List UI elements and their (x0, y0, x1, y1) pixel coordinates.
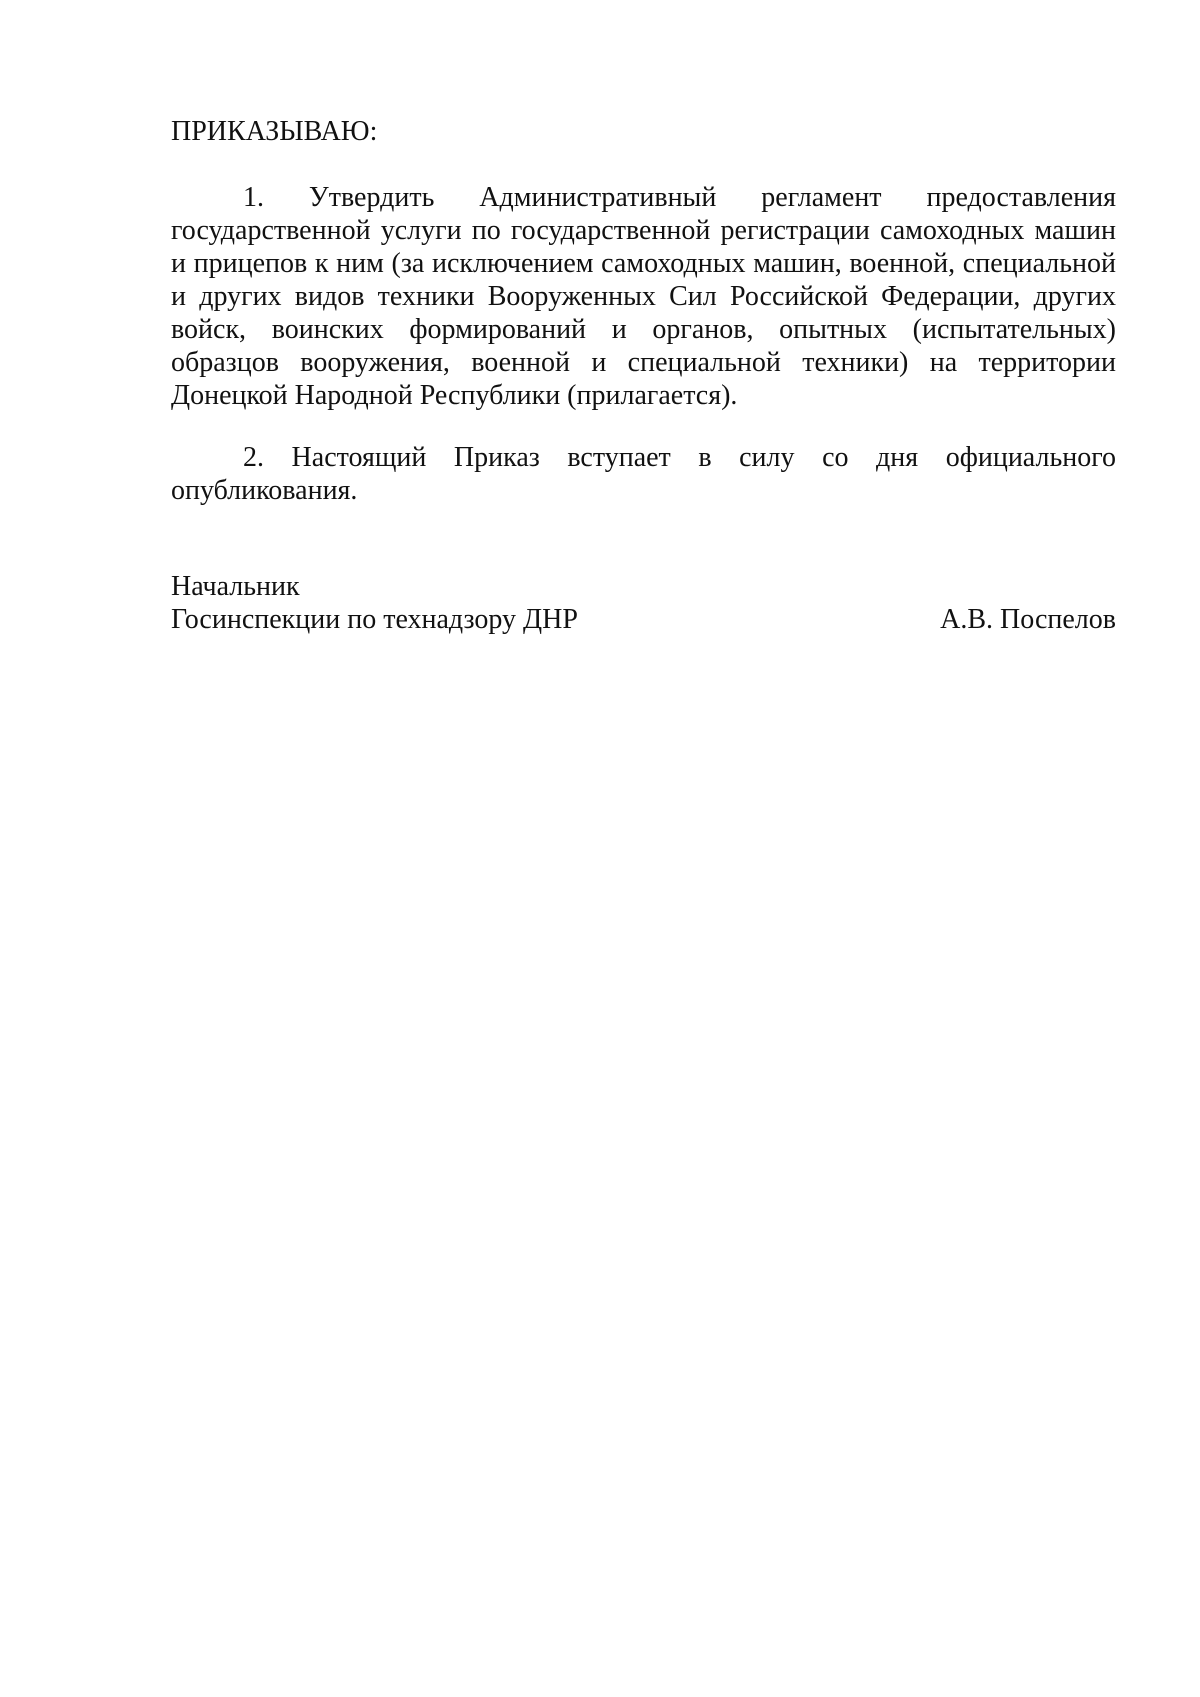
signatory-position-line-2: Госинспекции по технадзору ДНР (171, 604, 578, 635)
order-heading: ПРИКАЗЫВАЮ: (171, 116, 378, 147)
signatory-position-line-1: Начальник (171, 571, 300, 602)
order-paragraph-2: 2. Настоящий Приказ вступает в силу со дня официального опубликования. (171, 442, 1116, 506)
signatory-name: А.В. Поспелов (940, 604, 1116, 635)
order-paragraph-1: 1. Утвердить Административный регламент предоставления государственной услуги по государственной регистрации самоходных машин и прицепов к ним (за исключением самоходных машин, военной, специальной и других видов техники Вооруженных Сил Российской Федерации, других войск, воинских формирований и органов, опытных (испытательных) образцов вооружения, военной и специальной техники) на территории Донецкой Народной Республики (прилагается). (171, 182, 1116, 411)
signature-block (171, 570, 1116, 636)
signature-row (171, 603, 1116, 636)
